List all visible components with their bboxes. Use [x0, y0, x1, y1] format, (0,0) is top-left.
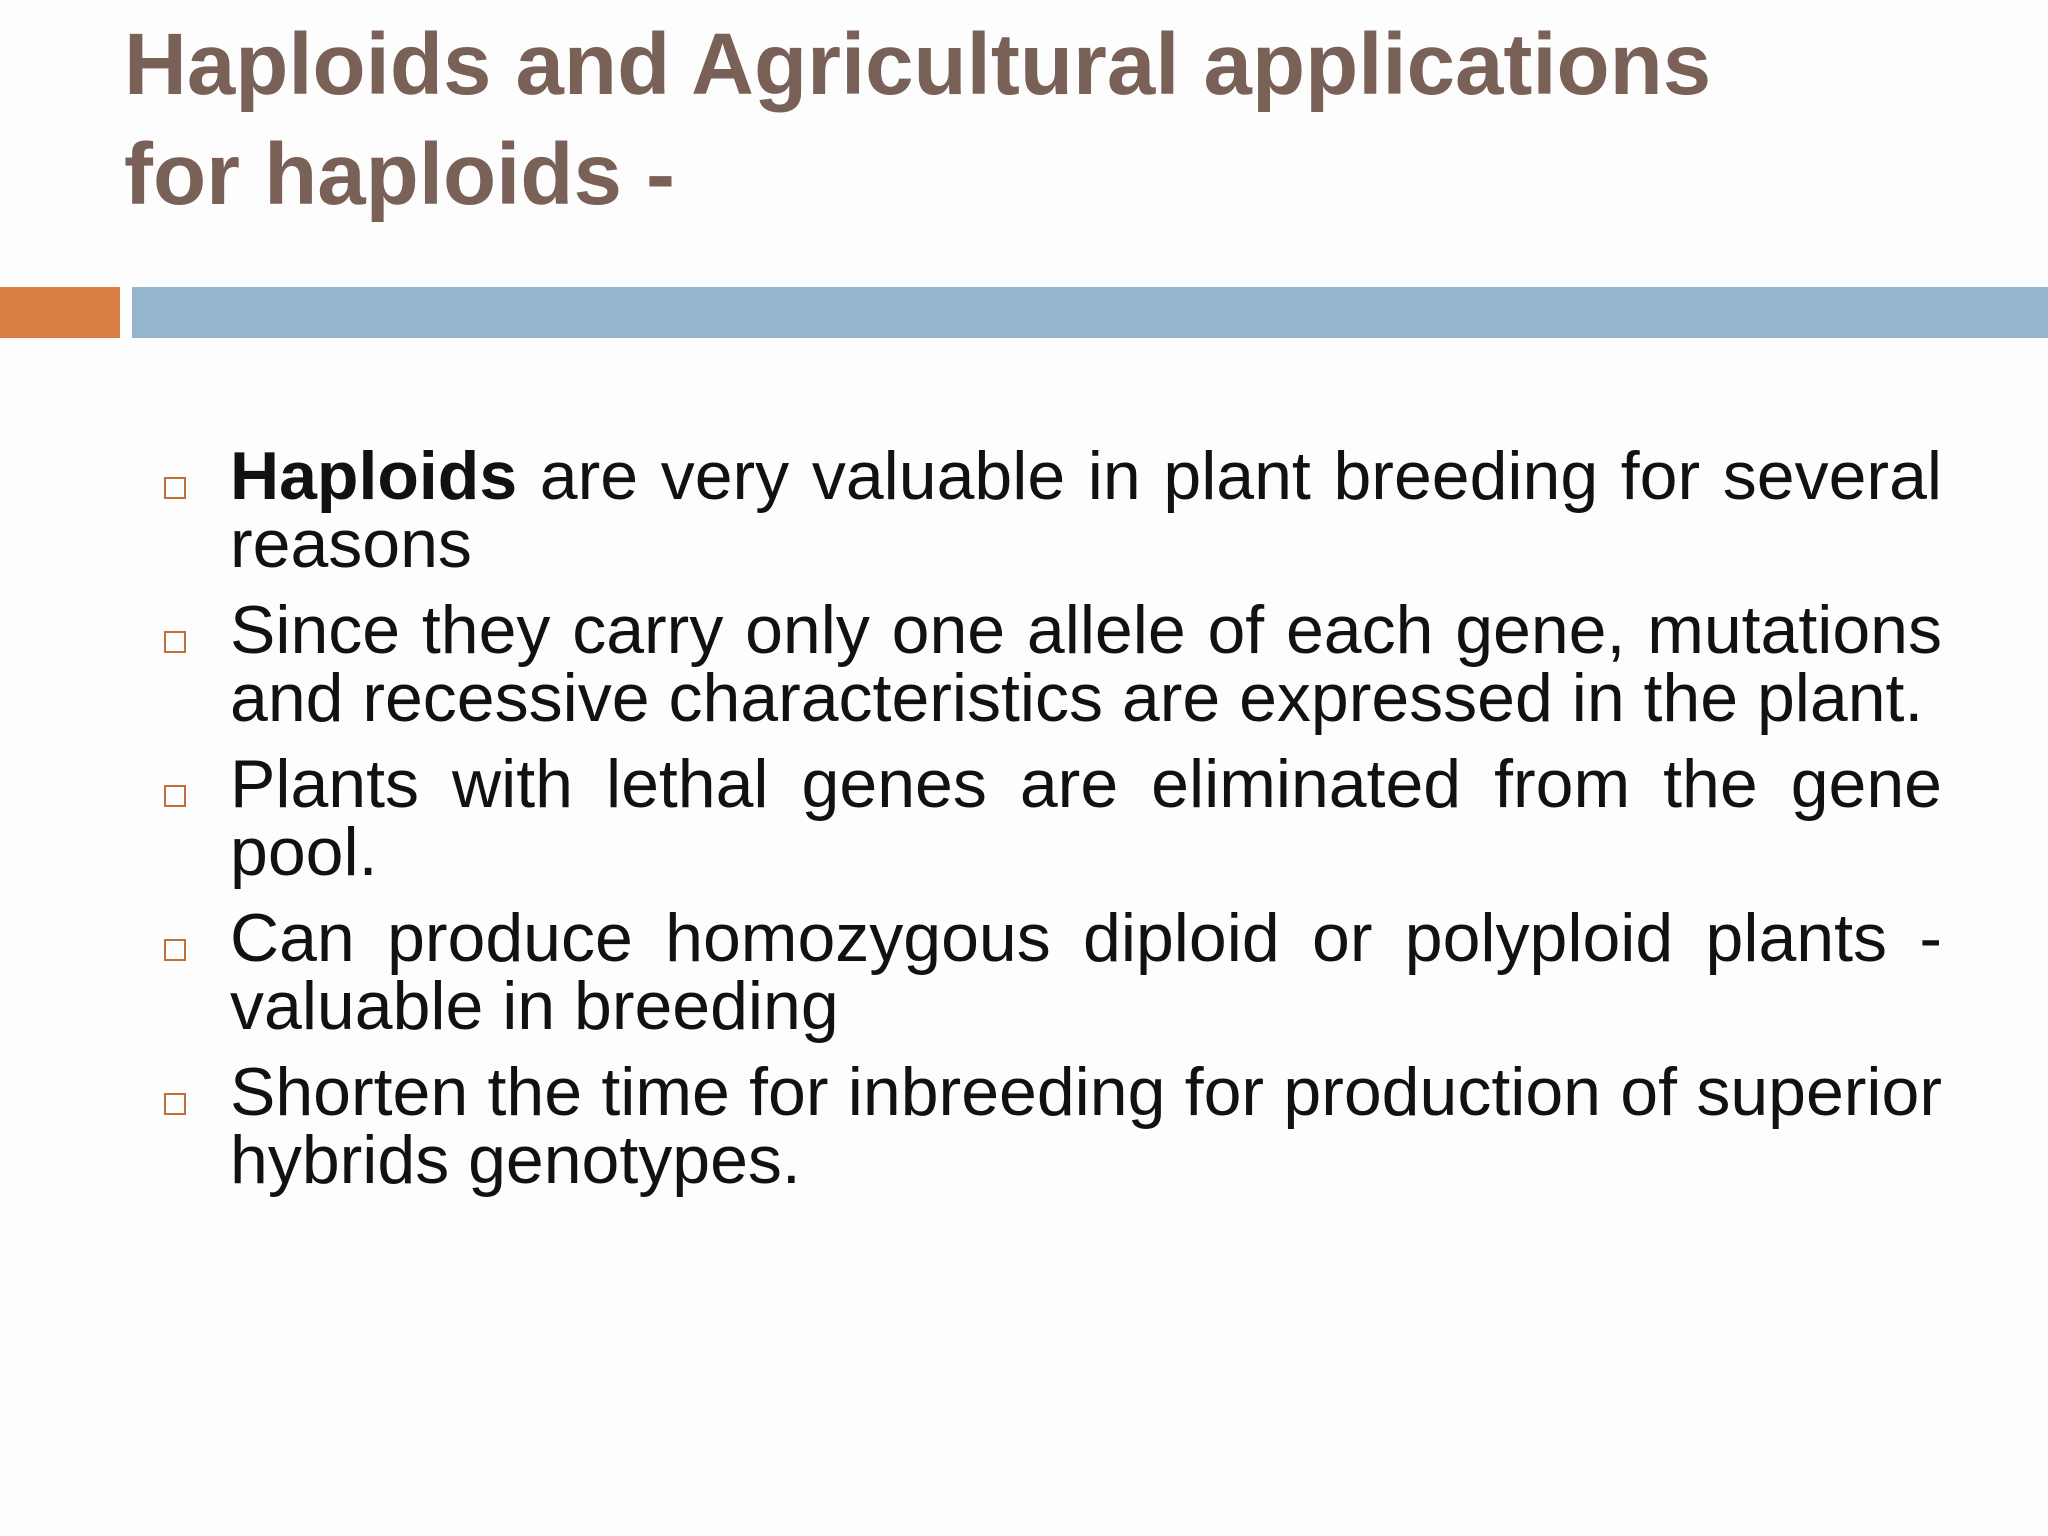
bullet-text: Shorten the time for inbreeding for production of superior hybrids genotypes.: [230, 1054, 1942, 1198]
bullet-item: [160, 1054, 1942, 1198]
blue-accent-bar: [132, 287, 2048, 338]
slide-title: [124, 10, 1924, 230]
hollow-square-icon: [164, 477, 186, 499]
bullet-item: [160, 900, 1942, 1044]
bullet-item: [160, 592, 1942, 736]
hollow-square-icon: [164, 785, 186, 807]
hollow-square-icon: [164, 939, 186, 961]
bullet-text: Can produce homozygous diploid or polyploid plants - valuable in breeding: [230, 900, 1942, 1044]
bullet-item: [160, 746, 1942, 890]
bullet-bold-lead: Haploids: [230, 438, 518, 514]
bullet-list: [160, 438, 1942, 1212]
bullet-text: Plants with lethal genes are eliminated from the gene pool.: [230, 746, 1942, 890]
bullet-text: are very valuable in plant breeding for several reasons: [230, 438, 1942, 582]
orange-accent-bar: [0, 287, 120, 338]
hollow-square-icon: [164, 1093, 186, 1115]
title-line-2: for haploids -: [124, 126, 675, 223]
bullet-item: [160, 438, 1942, 582]
title-line-1: Haploids and Agricultural applications: [124, 16, 1712, 113]
hollow-square-icon: [164, 631, 186, 653]
bullet-text: Since they carry only one allele of each gene, mutations and recessive characteristics are expressed in the plant.: [230, 592, 1942, 736]
